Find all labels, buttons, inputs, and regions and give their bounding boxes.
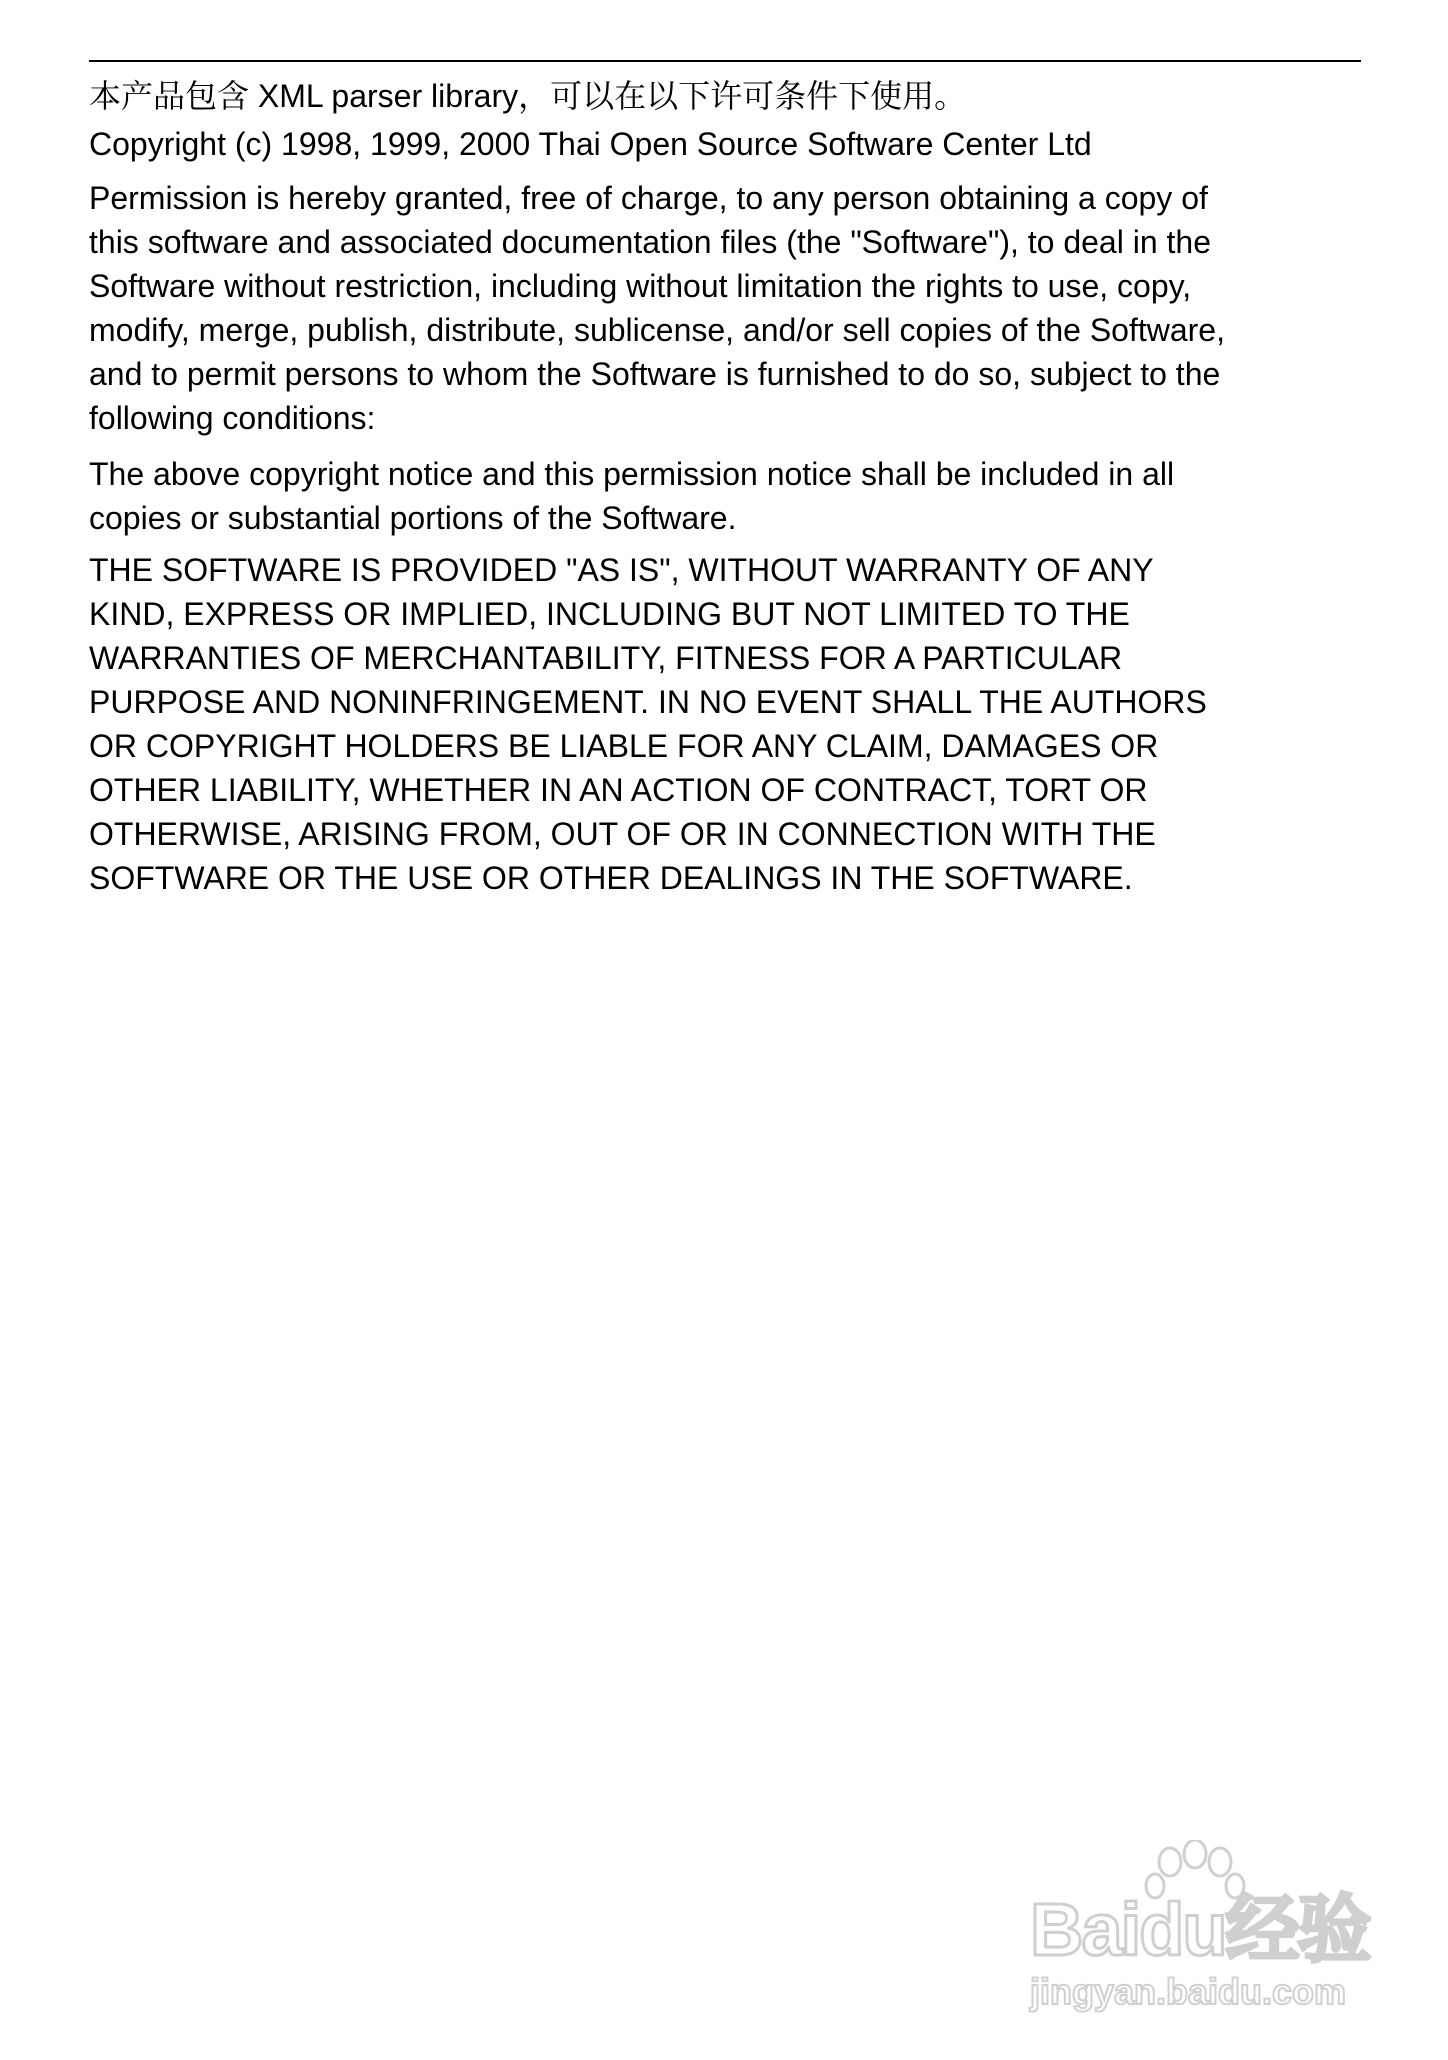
top-rule xyxy=(89,60,1361,62)
watermark-brand: Baidu经验 xyxy=(1030,1888,1370,1971)
license-heading: 本产品包含 XML parser library，可以在以下许可条件下使用。 xyxy=(89,78,967,114)
copyright-line: Copyright (c) 1998, 1999, 2000 Thai Open Source Software Center Ltd xyxy=(89,126,1092,162)
permission-paragraph: Permission is hereby granted, free of charge, to any person obtaining a copy of this software and associated documentation files (the "Software"), to deal in the Software without restriction, including without limitation the rights to use, copy, modify, merge, publish, distribute, sublicense, and/or sell copies of the Software, and to permit persons to whom the Software is furnished to do so, subject to the following conditions: xyxy=(89,180,1225,436)
warranty-disclaimer-paragraph: THE SOFTWARE IS PROVIDED "AS IS", WITHOUT WARRANTY OF ANY KIND, EXPRESS OR IMPLIED, INCLUDING BUT NOT LIMITED TO THE WARRANTIES OF MERCHANTABILITY, FITNESS FOR A PARTICULAR PURPOSE AND NONINFRINGEMENT. IN NO EVENT SHALL THE AUTHORS OR COPYRIGHT HOLDERS BE LIABLE FOR ANY CLAIM, DAMAGES OR OTHER LIABILITY, WHETHER IN AN ACTION OF CONTRACT, TORT OR OTHERWISE, ARISING FROM, OUT OF OR IN CONNECTION WITH THE SOFTWARE OR THE USE OR OTHER DEALINGS IN THE SOFTWARE. xyxy=(89,552,1207,896)
baidu-jingyan-watermark xyxy=(1030,1840,1370,2020)
watermark-url: jingyan.baidu.com xyxy=(1030,1971,1347,2012)
notice-paragraph: The above copyright notice and this permission notice shall be included in all copies or substantial portions of the Software. xyxy=(89,456,1175,536)
document-page xyxy=(89,60,1361,900)
